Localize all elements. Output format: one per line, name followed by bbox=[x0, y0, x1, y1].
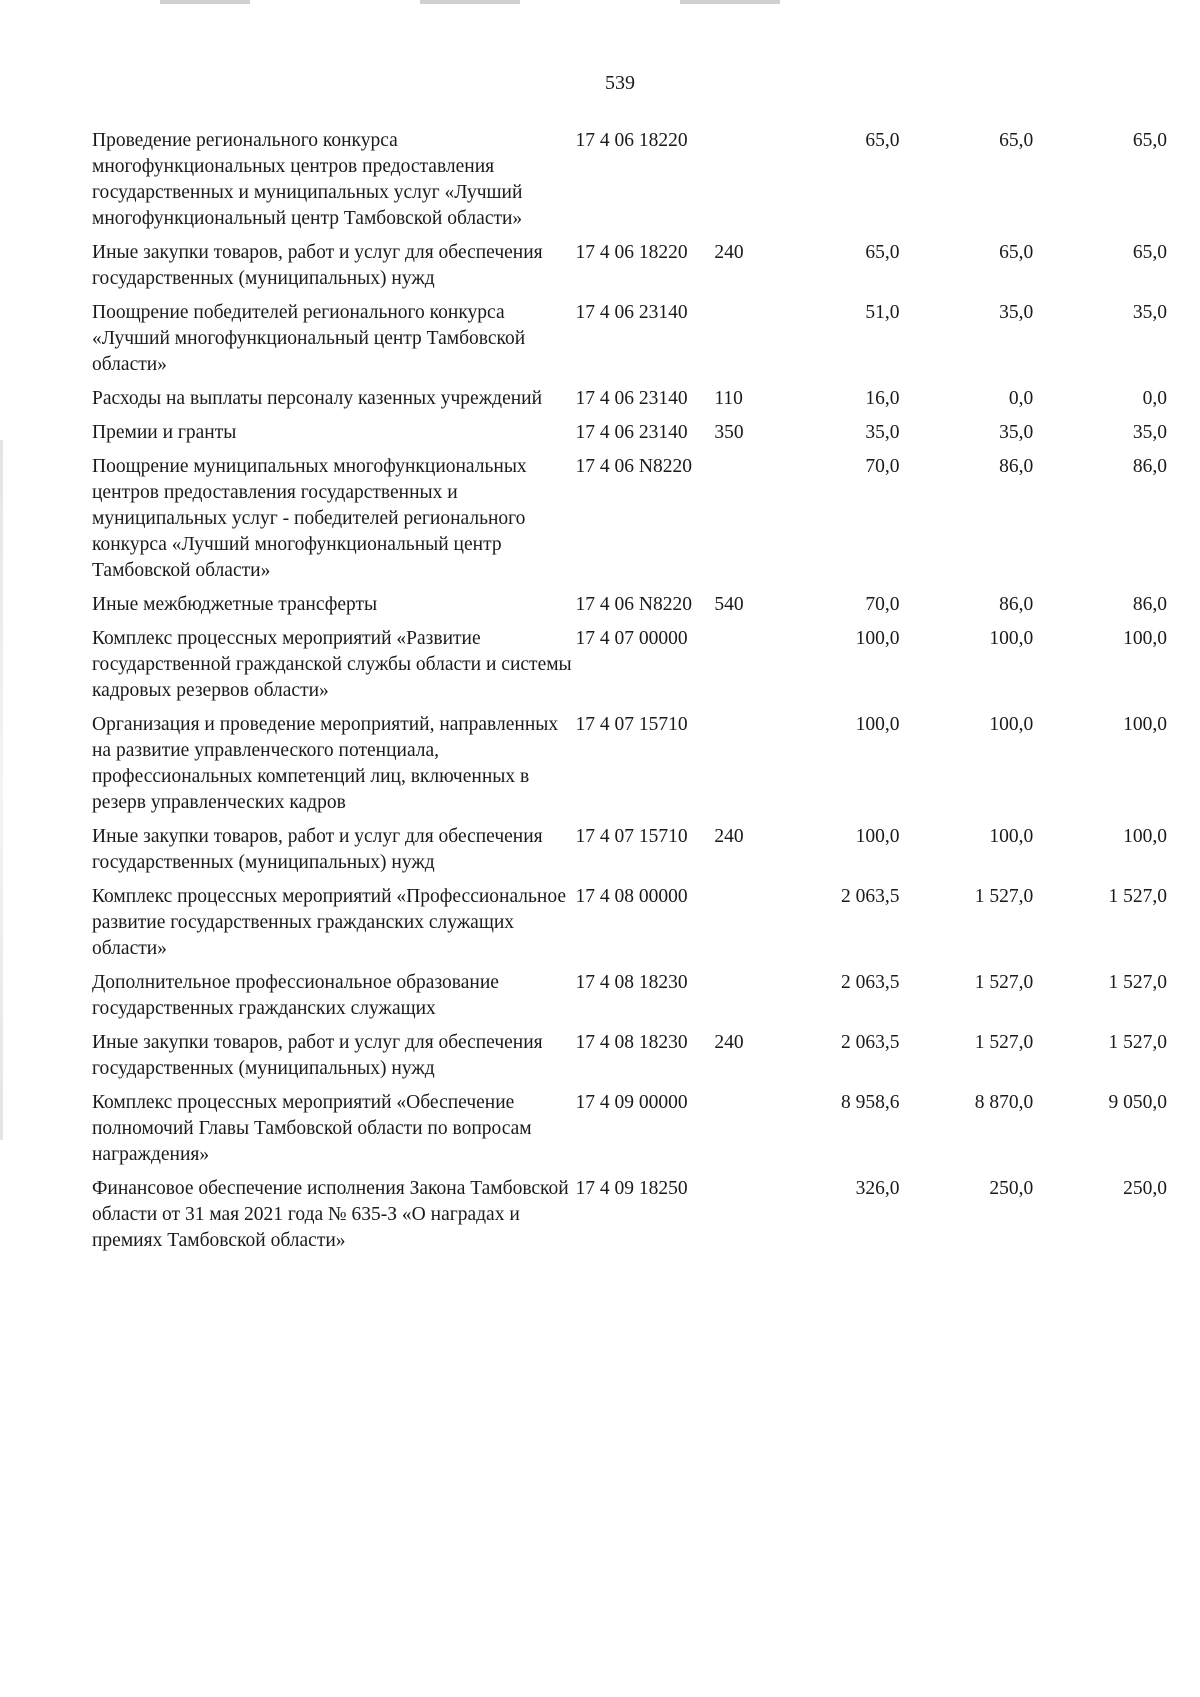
row-name: Расходы на выплаты персоналу казенных учреждений bbox=[92, 388, 543, 409]
table-row bbox=[92, 712, 1167, 824]
row-name: Организация и проведение мероприятий, направленных на развитие управленческого потенциала, профессиональных компетенций лиц, включенных в резерв управленческих кадров bbox=[92, 714, 559, 813]
row-value-year-1: 100,0 bbox=[855, 628, 900, 649]
row-code: 17 4 06 18220 bbox=[575, 242, 688, 263]
scan-edge bbox=[0, 440, 3, 1140]
row-name: Дополнительное профессиональное образование государственных гражданских служащих bbox=[92, 972, 499, 1019]
table-row bbox=[92, 1090, 1167, 1176]
row-value-year-1: 2 063,5 bbox=[841, 1032, 900, 1053]
row-expense-type: 110 bbox=[714, 388, 743, 409]
row-value-year-2: 1 527,0 bbox=[974, 886, 1034, 907]
row-value-year-1: 100,0 bbox=[855, 714, 900, 735]
row-value-year-2: 100,0 bbox=[989, 714, 1034, 735]
row-code: 17 4 06 23140 bbox=[575, 388, 688, 409]
row-name: Комплекс процессных мероприятий «Развитие государственной гражданской службы области и системы кадровых резервов области» bbox=[92, 628, 572, 701]
row-value-year-3: 0,0 bbox=[1142, 388, 1167, 409]
row-value-year-3: 9 050,0 bbox=[1108, 1092, 1167, 1113]
row-value-year-2: 65,0 bbox=[999, 242, 1034, 263]
budget-table bbox=[92, 128, 1167, 1262]
table-row bbox=[92, 240, 1167, 300]
row-expense-type bbox=[714, 454, 776, 592]
row-code: 17 4 09 18250 bbox=[575, 1178, 688, 1199]
scan-artifact bbox=[160, 0, 250, 4]
row-value-year-1: 70,0 bbox=[865, 594, 900, 615]
row-value-year-1: 16,0 bbox=[865, 388, 900, 409]
row-value-year-1: 65,0 bbox=[865, 242, 900, 263]
row-expense-type bbox=[714, 128, 776, 240]
row-code: 17 4 06 18220 bbox=[575, 130, 688, 151]
table-row bbox=[92, 970, 1167, 1030]
row-value-year-2: 35,0 bbox=[999, 302, 1034, 323]
table-row bbox=[92, 1030, 1167, 1090]
row-value-year-3: 35,0 bbox=[1132, 302, 1167, 323]
row-expense-type: 240 bbox=[714, 1032, 744, 1053]
row-value-year-2: 86,0 bbox=[999, 594, 1034, 615]
row-value-year-1: 65,0 bbox=[865, 130, 900, 151]
row-name: Иные межбюджетные трансферты bbox=[92, 594, 378, 615]
row-expense-type bbox=[714, 712, 776, 824]
row-expense-type: 240 bbox=[714, 826, 744, 847]
row-value-year-1: 51,0 bbox=[865, 302, 900, 323]
row-value-year-2: 65,0 bbox=[999, 130, 1034, 151]
table-row bbox=[92, 626, 1167, 712]
table-row bbox=[92, 884, 1167, 970]
row-expense-type bbox=[714, 884, 776, 970]
scan-artifact bbox=[420, 0, 520, 4]
row-name: Премии и гранты bbox=[92, 422, 237, 443]
table-row bbox=[92, 128, 1167, 240]
row-name: Проведение регионального конкурса многофункциональных центров предоставления государственных и муниципальных услуг «Лучший многофункциональный центр Тамбовской области» bbox=[92, 130, 523, 229]
row-value-year-3: 86,0 bbox=[1132, 594, 1167, 615]
table-row bbox=[92, 824, 1167, 884]
row-name: Комплекс процессных мероприятий «Профессиональное развитие государственных гражданских служащих области» bbox=[92, 886, 566, 959]
row-code: 17 4 07 15710 bbox=[575, 714, 688, 735]
row-code: 17 4 06 N8220 bbox=[575, 594, 692, 615]
row-value-year-1: 70,0 bbox=[865, 456, 900, 477]
table-row bbox=[92, 454, 1167, 592]
row-value-year-3: 100,0 bbox=[1123, 714, 1167, 735]
row-value-year-2: 100,0 bbox=[989, 628, 1034, 649]
row-value-year-2: 100,0 bbox=[989, 826, 1034, 847]
row-value-year-3: 1 527,0 bbox=[1108, 972, 1167, 993]
row-expense-type: 350 bbox=[714, 422, 744, 443]
row-name: Комплекс процессных мероприятий «Обеспечение полномочий Главы Тамбовской области по вопросам награждения» bbox=[92, 1092, 532, 1165]
row-value-year-1: 2 063,5 bbox=[841, 972, 900, 993]
row-value-year-2: 86,0 bbox=[999, 456, 1034, 477]
table-row bbox=[92, 300, 1167, 386]
row-value-year-2: 250,0 bbox=[989, 1178, 1034, 1199]
scan-artifact bbox=[680, 0, 780, 4]
row-value-year-1: 2 063,5 bbox=[841, 886, 900, 907]
row-expense-type bbox=[714, 626, 776, 712]
row-name: Поощрение победителей регионального конкурса «Лучший многофункциональный центр Тамбовской области» bbox=[92, 302, 526, 375]
row-code: 17 4 07 00000 bbox=[575, 628, 688, 649]
row-value-year-2: 0,0 bbox=[1008, 388, 1034, 409]
row-value-year-2: 1 527,0 bbox=[974, 1032, 1034, 1053]
row-value-year-3: 65,0 bbox=[1132, 242, 1167, 263]
row-value-year-2: 8 870,0 bbox=[974, 1092, 1034, 1113]
row-value-year-3: 100,0 bbox=[1123, 826, 1167, 847]
table-row bbox=[92, 592, 1167, 626]
row-expense-type bbox=[714, 1176, 776, 1262]
row-value-year-3: 250,0 bbox=[1123, 1178, 1167, 1199]
row-value-year-1: 100,0 bbox=[855, 826, 900, 847]
row-expense-type bbox=[714, 1090, 776, 1176]
row-value-year-3: 1 527,0 bbox=[1108, 886, 1167, 907]
row-value-year-3: 100,0 bbox=[1123, 628, 1167, 649]
row-value-year-1: 35,0 bbox=[865, 422, 900, 443]
row-code: 17 4 09 00000 bbox=[575, 1092, 688, 1113]
page-number: 539 bbox=[605, 72, 635, 94]
budget-table-body bbox=[92, 128, 1167, 1262]
table-row bbox=[92, 386, 1167, 420]
row-name: Финансовое обеспечение исполнения Закона Тамбовской области от 31 мая 2021 года № 635-З «О наградах и премиях Тамбовской области» bbox=[92, 1178, 569, 1251]
row-name: Иные закупки товаров, работ и услуг для обеспечения государственных (муниципальных) нужд bbox=[92, 826, 543, 873]
row-value-year-3: 65,0 bbox=[1132, 130, 1167, 151]
row-name: Поощрение муниципальных многофункциональных центров предоставления государственных и муниципальных услуг - победителей регионального конкурса «Лучший многофункциональный центр Тамбовской области» bbox=[92, 456, 527, 581]
row-code: 17 4 06 23140 bbox=[575, 302, 688, 323]
row-value-year-2: 1 527,0 bbox=[974, 972, 1034, 993]
row-value-year-3: 86,0 bbox=[1132, 456, 1167, 477]
row-code: 17 4 07 15710 bbox=[575, 826, 688, 847]
row-value-year-1: 8 958,6 bbox=[841, 1092, 900, 1113]
row-expense-type bbox=[714, 970, 776, 1030]
row-value-year-3: 1 527,0 bbox=[1108, 1032, 1167, 1053]
row-code: 17 4 08 18230 bbox=[575, 1032, 688, 1053]
row-code: 17 4 08 18230 bbox=[575, 972, 688, 993]
row-expense-type bbox=[714, 300, 776, 386]
row-code: 17 4 06 N8220 bbox=[575, 456, 692, 477]
row-value-year-2: 35,0 bbox=[999, 422, 1034, 443]
row-value-year-1: 326,0 bbox=[855, 1178, 900, 1199]
row-name: Иные закупки товаров, работ и услуг для обеспечения государственных (муниципальных) нужд bbox=[92, 242, 543, 289]
row-value-year-3: 35,0 bbox=[1132, 422, 1167, 443]
row-code: 17 4 06 23140 bbox=[575, 422, 688, 443]
row-expense-type: 240 bbox=[714, 242, 744, 263]
table-row bbox=[92, 420, 1167, 454]
table-row bbox=[92, 1176, 1167, 1262]
row-code: 17 4 08 00000 bbox=[575, 886, 688, 907]
row-name: Иные закупки товаров, работ и услуг для обеспечения государственных (муниципальных) нужд bbox=[92, 1032, 543, 1079]
row-expense-type: 540 bbox=[714, 594, 744, 615]
